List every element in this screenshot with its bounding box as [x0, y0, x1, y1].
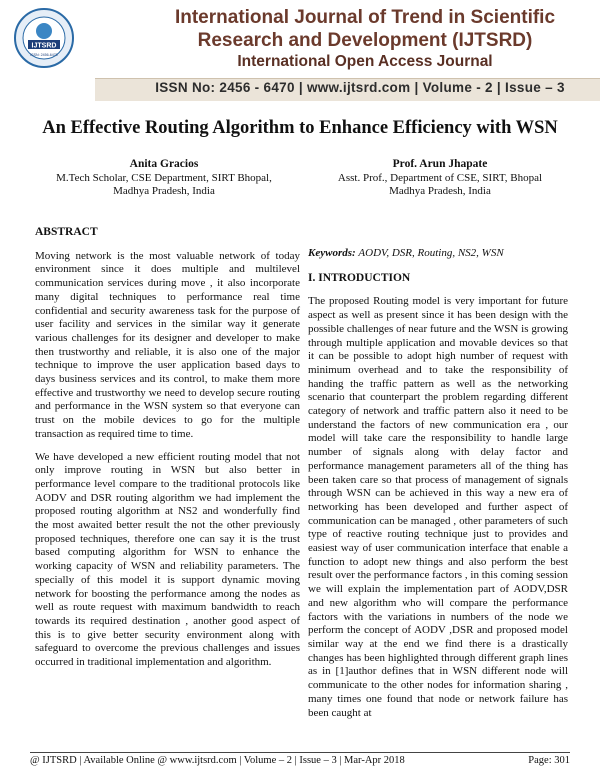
journal-title-line1: International Journal of Trend in Scientific [174, 7, 556, 28]
author-name: Anita Gracios [129, 158, 199, 170]
issn-line: ISSN No: 2456 - 6470 | www.ijtsrd.com | Volume - 2 | Issue – 3 [155, 80, 565, 95]
journal-title-line2: Research and Development (IJTSRD) [197, 30, 533, 51]
right-column [308, 247, 568, 729]
journal-subtitle: International Open Access Journal [237, 53, 493, 70]
page-number: Page: 301 [528, 755, 570, 766]
author-block-1 [44, 158, 284, 199]
keywords [308, 247, 568, 261]
author-block-2 [320, 158, 560, 199]
author-affiliation: M.Tech Scholar, CSE Department, SIRT Bhopal, [56, 171, 272, 184]
keywords-label: Keywords: [308, 247, 356, 259]
author-name: Prof. Arun Jhapate [392, 158, 488, 170]
author-location: Madhya Pradesh, India [113, 185, 215, 197]
journal-banner [0, 0, 600, 108]
footer-citation: @ IJTSRD | Available Online @ www.ijtsrd.com | Volume – 2 | Issue – 3 | Mar-Apr 2018 [30, 755, 405, 766]
page-footer [30, 755, 570, 766]
keywords-value: AODV, DSR, Routing, NS2, WSN [358, 247, 504, 259]
logo-issn-text: ISSN: 2456-6470 [30, 53, 58, 57]
globe-icon [36, 23, 52, 39]
intro-paragraph: The proposed Routing model is very important for future aspect as well as present since it has been design with the possible challenges of near future and the WSN is growing through multiple application and movable devices so that it can be possible to adopt high number of request with minimum overhead and to take the responsibility of handing the traffic pattern as well as the networking scenario that counterpart the problem regarding different category of network and traffic pattern also it need to be understand the factors of new communication era , our model will take care the responsibility to handle large number of signals along with delay factor and performance management parameters all of the thing has been taken care so that process of management of signals through WSN can be achieved in this way a new era of networking has been developed and further aspect of communication can be managed , other parameters of such type of reactive routing technique just to provides and easiest way of user communication interface that enable a function to adopt new things and also perform the best result over the performance factors , in this coming session we will explain the implementation part of AODV,DSR and new algorithm who will compare the performance factors with the variations in numbers of the node we perform the concept of AODV ,DSR and proposed model similar way at the end we find there is a drastically changes has been highlighted through different graph lines as in [1]author defines that in WSN different node will communicate to the other nodes for information sharing , many times one found that node or network failure has been caught at [308, 295, 568, 719]
intro-heading: I. INTRODUCTION [308, 271, 411, 284]
footer-divider [30, 752, 570, 753]
journal-title [150, 6, 580, 52]
abstract-heading: ABSTRACT [35, 226, 98, 238]
paper-title: An Effective Routing Algorithm to Enhance Efficiency with WSN [42, 118, 558, 138]
abstract-paragraph: Moving network is the most valuable network of today environment since it does multiple and multilevel communication services during move , it also incorporate many digital techniques to performance real time confidential and security awareness task for the purpose of user facility and services in the similar way it generate various challenges for its designer and developer to make then trustworthy and reliable, it is also one of the major technique to improve the user application based days to days business services and its control, to make them more effective and trustworthy we need to develop secure routing and performance in the WSN system so that everyone can trust on the mobile devices to go for the multiple transaction as required time to time. [35, 249, 300, 440]
author-location: Madhya Pradesh, India [389, 185, 491, 197]
logo-center-text: IJTSRD [31, 42, 57, 50]
author-affiliation: Asst. Prof., Department of CSE, SIRT, Bhopal [337, 171, 543, 184]
abstract-paragraph: We have developed a new efficient routing model that not only improve routing in WSN but also better in performance level compare to the traditional protocols like AODV and DSR routing algorithm we had implement the proposed routing algorithm at NS2 and wonderfully find the most awaited better result the not the other previously proposed techniques, therefore one can say it is the trust based computing algorithm for WSN to enhance the working capacity of WSN and reliability parameters. The specially of this model it is support dynamic moving network for boosting the performance among the nodes as well as route request with maximum bandwidth to reach towards its required destination , another good aspect of this is to give better security environment along with safeguard to overcome the previous challenges and issues occurred in traditional implementation and algorithm. [35, 450, 300, 669]
left-column [35, 226, 300, 679]
journal-logo [14, 8, 74, 68]
